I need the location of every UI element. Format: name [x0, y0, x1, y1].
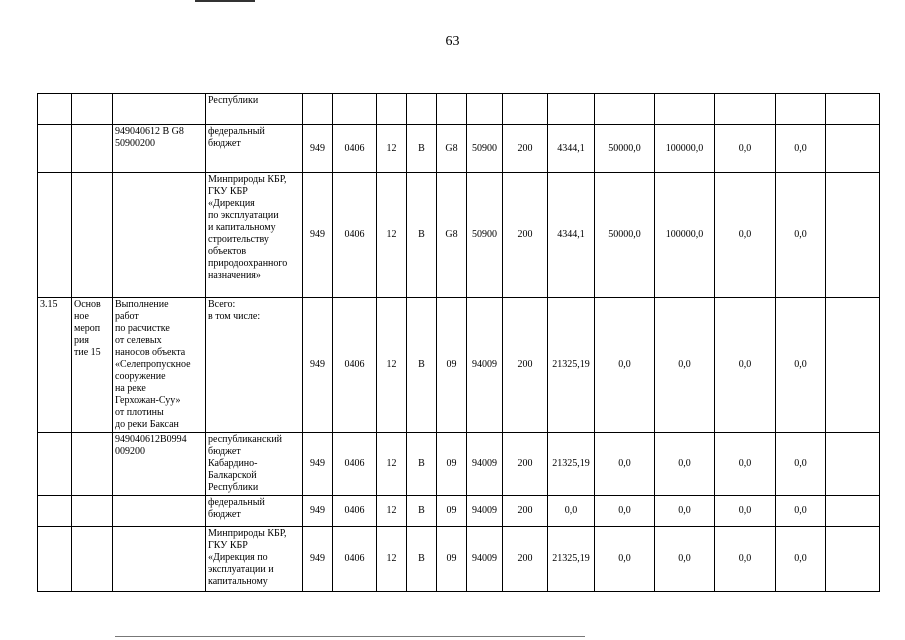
value-cell: 12: [377, 125, 407, 173]
value-cell: В: [407, 173, 437, 298]
funding-source-cell: Минприроды КБР, ГКУ КБР «Дирекция по эксплуатации и капитальному строительству объектов природоохранного назначения»: [206, 173, 303, 298]
value-cell: 0,0: [776, 527, 826, 592]
event-type-cell: [72, 527, 113, 592]
value-cell: 0406: [333, 298, 377, 433]
value-cell: 09: [437, 433, 467, 496]
value-cell: 94009: [467, 298, 503, 433]
value-cell: 949: [303, 527, 333, 592]
value-cell: 100000,0: [655, 173, 715, 298]
value-cell: [776, 94, 826, 125]
value-cell: 0406: [333, 173, 377, 298]
value-cell: 94009: [467, 433, 503, 496]
table-row: [38, 94, 880, 125]
value-cell: В: [407, 496, 437, 527]
value-cell: [826, 298, 880, 433]
value-cell: [503, 94, 548, 125]
event-name-cell: 949040612 В G8 50900200: [113, 125, 206, 173]
value-cell: 200: [503, 433, 548, 496]
value-cell: 50900: [467, 125, 503, 173]
value-cell: 21325,19: [548, 527, 595, 592]
value-cell: 0,0: [776, 433, 826, 496]
table-row: [38, 433, 880, 496]
value-cell: 50900: [467, 173, 503, 298]
value-cell: 200: [503, 125, 548, 173]
value-cell: 12: [377, 298, 407, 433]
value-cell: 94009: [467, 527, 503, 592]
value-cell: В: [407, 298, 437, 433]
value-cell: 200: [503, 496, 548, 527]
value-cell: 0,0: [595, 496, 655, 527]
event-type-cell: Основ ное мероп рия тие 15: [72, 298, 113, 433]
value-cell: 0,0: [715, 173, 776, 298]
value-cell: [826, 173, 880, 298]
value-cell: [548, 94, 595, 125]
page-number: 63: [445, 34, 460, 49]
event-type-cell: [72, 125, 113, 173]
value-cell: 0,0: [776, 125, 826, 173]
value-cell: 94009: [467, 496, 503, 527]
value-cell: 0,0: [776, 496, 826, 527]
table-row: [38, 496, 880, 527]
value-cell: [826, 433, 880, 496]
value-cell: 21325,19: [548, 298, 595, 433]
value-cell: 949: [303, 298, 333, 433]
value-cell: [655, 94, 715, 125]
value-cell: 949: [303, 125, 333, 173]
event-type-cell: [72, 496, 113, 527]
funding-source-cell: федеральный бюджет: [206, 496, 303, 527]
value-cell: 0,0: [776, 298, 826, 433]
value-cell: 12: [377, 496, 407, 527]
funding-source-cell: Республики: [206, 94, 303, 125]
value-cell: [826, 94, 880, 125]
event-name-cell: [113, 527, 206, 592]
value-cell: 100000,0: [655, 125, 715, 173]
value-cell: 0406: [333, 125, 377, 173]
value-cell: 09: [437, 496, 467, 527]
scan-artifact-top: [195, 0, 255, 2]
row-number-cell: [38, 125, 72, 173]
value-cell: 09: [437, 298, 467, 433]
value-cell: 21325,19: [548, 433, 595, 496]
value-cell: 200: [503, 173, 548, 298]
row-number-cell: [38, 433, 72, 496]
value-cell: [407, 94, 437, 125]
table-row: [38, 527, 880, 592]
event-name-cell: Выполнение работ по расчистке от селевых наносов объекта «Селепропускное сооружение на реке Герхожан-Суу» от плотины до реки Баксан: [113, 298, 206, 433]
funding-source-cell: республиканский бюджет Кабардино- Балкарской Республики: [206, 433, 303, 496]
event-name-cell: [113, 173, 206, 298]
row-number-cell: [38, 94, 72, 125]
value-cell: 949: [303, 496, 333, 527]
value-cell: 0,0: [655, 496, 715, 527]
event-type-cell: [72, 433, 113, 496]
value-cell: 12: [377, 527, 407, 592]
value-cell: В: [407, 433, 437, 496]
value-cell: 50000,0: [595, 125, 655, 173]
event-name-cell: [113, 496, 206, 527]
value-cell: 0406: [333, 496, 377, 527]
value-cell: 50000,0: [595, 173, 655, 298]
funding-source-cell: Минприроды КБР, ГКУ КБР «Дирекция по эксплуатации и капитальному: [206, 527, 303, 592]
value-cell: [826, 527, 880, 592]
row-number-cell: [38, 173, 72, 298]
value-cell: В: [407, 527, 437, 592]
value-cell: 0,0: [655, 298, 715, 433]
value-cell: 12: [377, 173, 407, 298]
value-cell: [377, 94, 407, 125]
value-cell: [826, 496, 880, 527]
value-cell: G8: [437, 125, 467, 173]
value-cell: 0,0: [715, 496, 776, 527]
value-cell: 4344,1: [548, 173, 595, 298]
value-cell: 0,0: [595, 298, 655, 433]
value-cell: 0,0: [715, 433, 776, 496]
value-cell: 949: [303, 173, 333, 298]
value-cell: [333, 94, 377, 125]
value-cell: 12: [377, 433, 407, 496]
table-row: [38, 298, 880, 433]
value-cell: 0,0: [548, 496, 595, 527]
value-cell: 0,0: [715, 527, 776, 592]
value-cell: 4344,1: [548, 125, 595, 173]
value-cell: [467, 94, 503, 125]
value-cell: [826, 125, 880, 173]
value-cell: [595, 94, 655, 125]
value-cell: В: [407, 125, 437, 173]
value-cell: 0,0: [595, 527, 655, 592]
row-number-cell: [38, 527, 72, 592]
event-type-cell: [72, 173, 113, 298]
value-cell: 0,0: [776, 173, 826, 298]
value-cell: 949: [303, 433, 333, 496]
table-row: [38, 125, 880, 173]
value-cell: G8: [437, 173, 467, 298]
value-cell: 200: [503, 298, 548, 433]
value-cell: 0,0: [715, 125, 776, 173]
value-cell: [715, 94, 776, 125]
value-cell: 0,0: [655, 527, 715, 592]
value-cell: 0406: [333, 433, 377, 496]
event-name-cell: [113, 94, 206, 125]
row-number-cell: [38, 496, 72, 527]
budget-table: [37, 93, 880, 592]
value-cell: 09: [437, 527, 467, 592]
funding-source-cell: Всего: в том числе:: [206, 298, 303, 433]
value-cell: 0,0: [715, 298, 776, 433]
funding-source-cell: федеральный бюджет: [206, 125, 303, 173]
table-row: [38, 173, 880, 298]
value-cell: 200: [503, 527, 548, 592]
row-number-cell: 3.15: [38, 298, 72, 433]
value-cell: [437, 94, 467, 125]
value-cell: 0,0: [655, 433, 715, 496]
value-cell: [303, 94, 333, 125]
value-cell: 0406: [333, 527, 377, 592]
event-name-cell: 949040612В0994 009200: [113, 433, 206, 496]
value-cell: 0,0: [595, 433, 655, 496]
event-type-cell: [72, 94, 113, 125]
scan-artifact-bottom: [115, 636, 585, 637]
